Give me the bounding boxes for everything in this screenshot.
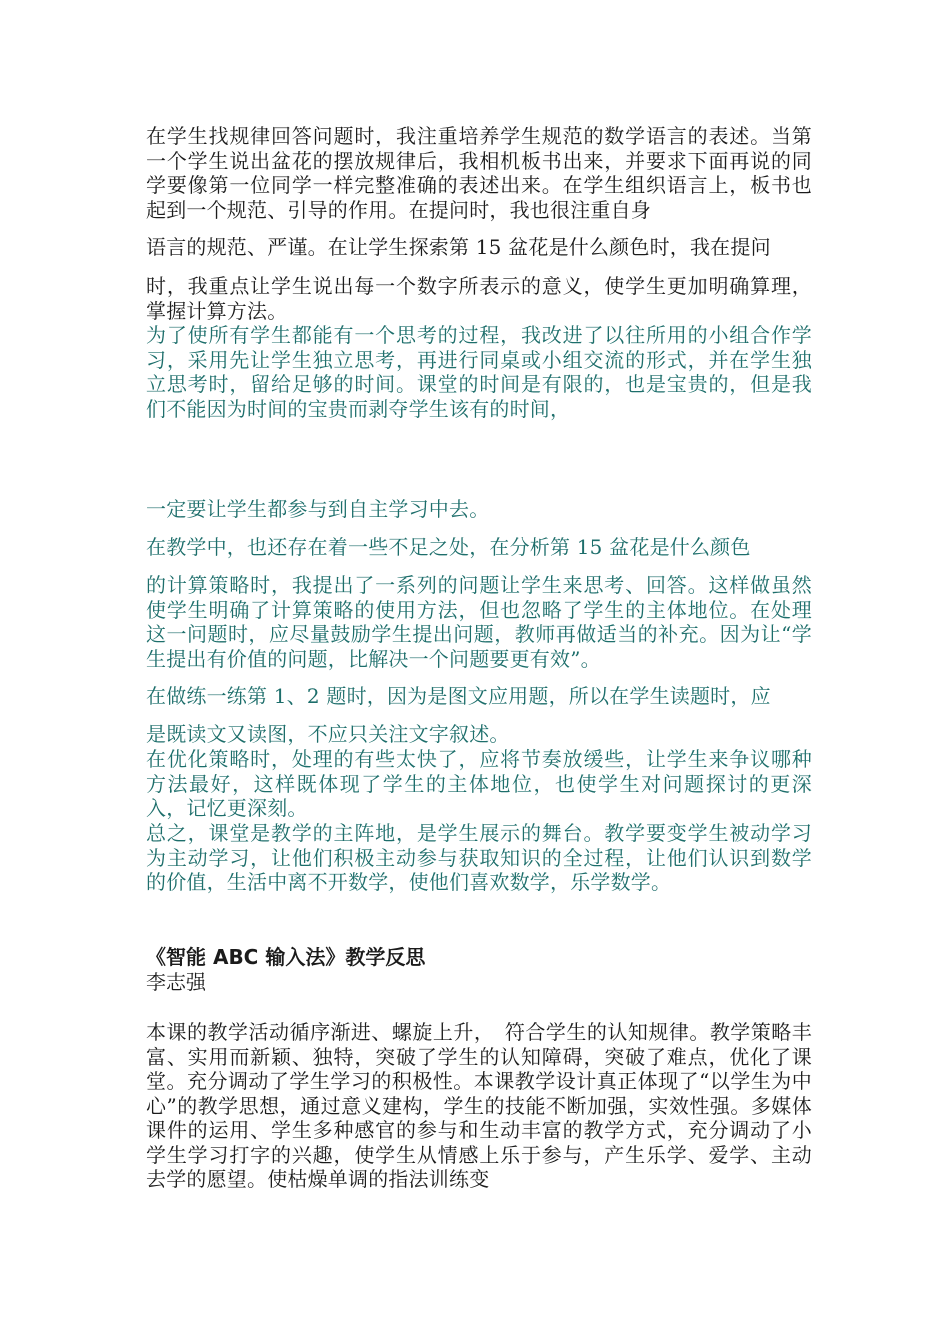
paragraph-read-text-and-image: 是既读文又读图，不应只关注文字叙述。 [146,722,510,746]
article-author: 李志强 [146,970,206,994]
paragraph-calculation-strategy: 的计算策略时，我提出了一系列的问题让学生来思考、回答。这样做虽然使学生明确了计算策略的使用方法，但也忽略了学生的主体地位。在处理这一问题时，应尽量鼓励学生提出问题，教师再做适当的补充。因为让“学生提出有价值的问题，比解决一个问题要更有效”。 [146,573,812,671]
paragraph-shortcomings: 在教学中，也还存在着一些不足之处，在分析第 15 盆花是什么颜色 [146,535,751,559]
paragraph-conclusion: 总之，课堂是教学的主阵地，是学生展示的舞台。教学要变学生被动学习为主动学习，让他们积极主动参与获取知识的全过程，让他们认识到数学的价值，生活中离不开数学，使他们喜欢数学，乐学数学。 [146,821,812,894]
article-body: 本课的教学活动循序渐进、螺旋上升， 符合学生的认知规律。教学策略丰富、实用而新颖、独特，突破了学生的认知障碍，突破了难点，优化了课堂。充分调动了学生学习的积极性。本课教学设计真正体现了“以学生为中心”的教学思想，通过意义建构，学生的技能不断加强，实效性强。多媒体课件的运用、学生多种感官的参与和生动丰富的教学方式，充分调动了小学生学习打字的兴趣，使学生从情感上乐于参与，产生乐学、爱学、主动去学的愿望。使枯燥单调的指法训练变 [146,1020,812,1191]
paragraph-practice-exercise: 在做练一练第 1、2 题时，因为是图文应用题，所以在学生读题时，应 [146,684,771,708]
paragraph-optimize-strategy: 在优化策略时，处理的有些太快了，应将节奏放缓些，让学生来争议哪种方法最好，这样既体现了学生的主体地位，也使学生对问题探讨的更深入，记忆更深刻。 [146,747,812,820]
paragraph-meaning-of-numbers: 时，我重点让学生说出每一个数字所表示的意义，使学生更加明确算理，掌握计算方法。 [146,274,812,323]
paragraph-independent-thinking: 为了使所有学生都能有一个思考的过程，我改进了以往所用的小组合作学习，采用先让学生独立思考，再进行同桌或小组交流的形式，并在学生独立思考时，留给足够的时间。课堂的时间是有限的，也是宝贵的，但是我们不能因为时间的宝贵而剥夺学生该有的时间， [146,323,812,421]
paragraph-norms-language: 在学生找规律回答问题时，我注重培养学生规范的数学语言的表述。当第一个学生说出盆花的摆放规律后，我相机板书出来，并要求下面再说的同学要像第一位同学一样完整准确的表述出来。在学生组织语言上，板书也起到一个规范、引导的作用。在提问时，我也很注重自身 [146,124,812,222]
paragraph-norms-continued: 语言的规范、严谨。在让学生探索第 15 盆花是什么颜色时，我在提问 [146,235,771,259]
document-page [146,0,812,1344]
paragraph-autonomous-learning: 一定要让学生都参与到自主学习中去。 [146,497,490,521]
article-title: 《智能 ABC 输入法》教学反思 [146,945,426,969]
